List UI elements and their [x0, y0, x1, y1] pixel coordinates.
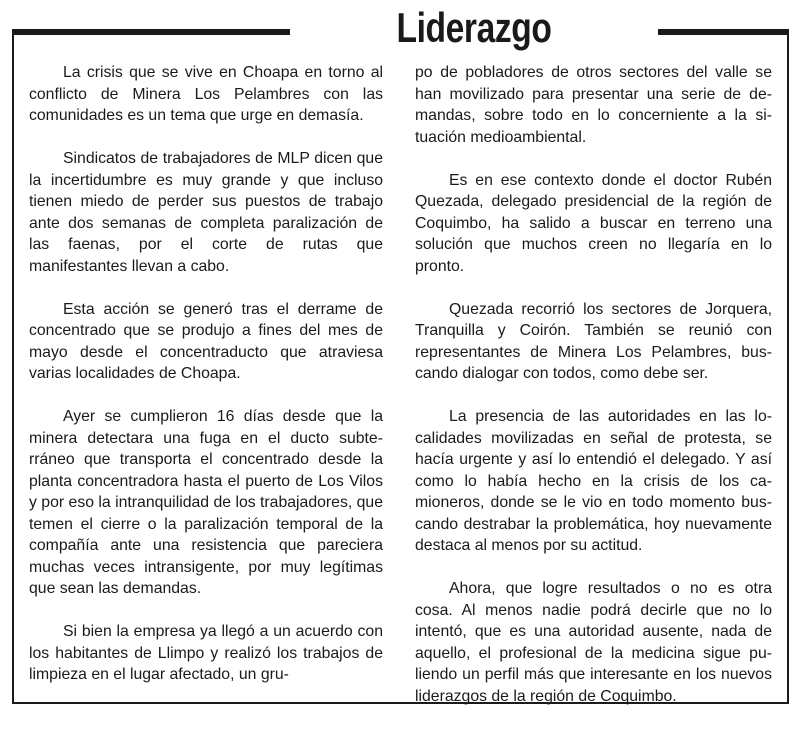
title-rule-left [12, 29, 290, 35]
paragraph: Quezada recorrió los sectores de Jorquera, Tranquilla y Coirón. También se reunió con representantes de Minera Los Pelambres, buscando dialogar con todos, como debe ser. [415, 300, 772, 382]
paragraph: Ayer se cumplieron 16 días desde que la minera detectara una fuga en el ducto subterráneo que transporta el concentrado desde la planta concentradora hasta el puerto de Los Vilos y por eso la intranquilidad de los trabajadores, que temen el cierre o la paralización temporal de la compañía ante una resistencia que pareciera muchas veces intransigente, por muy legítimas que sean las demandas. [29, 408, 383, 597]
paragraph: Si bien la empresa ya llegó a un acuerdo con los habitantes de Llimpo y realizó los trabajos de limpieza en el lugar afectado, un gru- [29, 623, 383, 683]
paragraph: Sindicatos de trabajadores de MLP dicen que la incertidumbre es muy grande y que incluso tienen miedo de perder sus puestos de trabajo ante dos semanas de completa paralización de las faenas, por el corte de rutas que manifestantes llevan a cabo. [29, 150, 383, 275]
paragraph: La presencia de las autoridades en las localidades movilizadas en señal de protesta, se hacía urgente y así lo entendió el delegado. Y así como lo había hecho en la crisis de los camioneros, donde se le vio en todo momento buscando destrabar la problemática, hoy nuevamente destaca al menos por su actitud. [415, 408, 772, 554]
paragraph: Es en ese contexto donde el doctor Rubén Quezada, delegado presidencial de la región de Coquimbo, ha salido a buscar en terreno una solución que muchos creen no llegaría en lo pronto. [415, 171, 772, 275]
title-rule-right [658, 29, 789, 35]
text-column-right [415, 62, 772, 729]
text-column-left [29, 62, 383, 707]
paragraph: Esta acción se generó tras el derrame de concentrado que se produjo a fines del mes de mayo desde el concentraducto que atraviesa varias localidades de Choapa. [29, 300, 383, 382]
paragraph: Ahora, que logre resultados o no es otra cosa. Al menos nadie podrá decirle que no lo intentó, que es una autoridad ausente, nada de aquello, el profesional de la medicina sigue puliendo un perfil más que interesante en los nuevos liderazgos de la región de Coquimbo. [415, 580, 772, 705]
paragraph: La crisis que se vive en Choapa en torno al conflicto de Minera Los Pelambres con las comunidades es un tema que urge en demasía. [29, 64, 383, 124]
paragraph: po de pobladores de otros sectores del valle se han movilizado para presentar una serie de demandas, sobre todo en lo concerniente a la situación medioambiental. [415, 64, 772, 146]
article-title: Liderazgo [396, 4, 552, 51]
